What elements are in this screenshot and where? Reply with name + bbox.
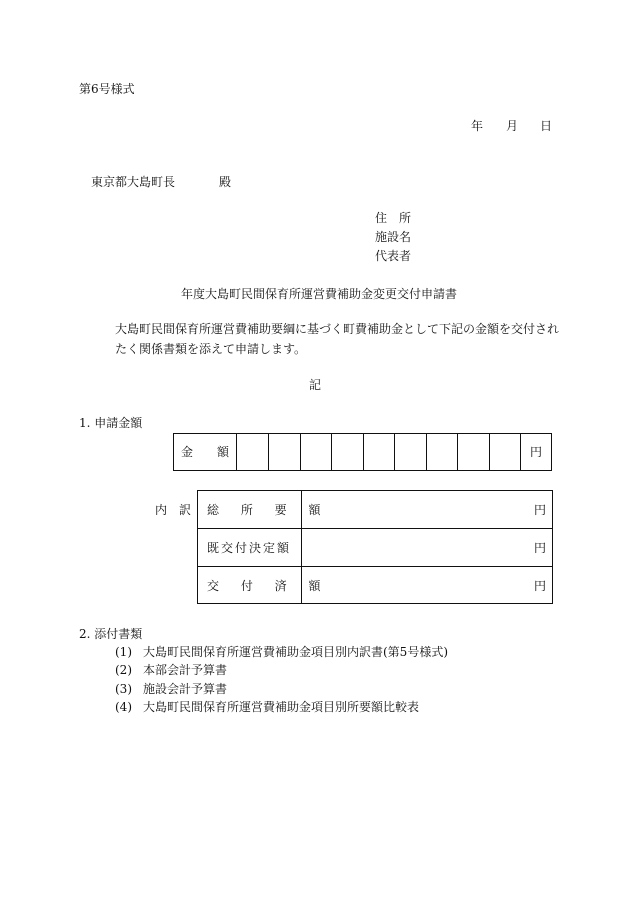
- body-line-1: 大島町民間保育所運営費補助要綱に基づく町費補助金として下記の金額を交付され: [115, 322, 560, 336]
- breakdown-row-label: 総 所 要 額: [207, 503, 330, 517]
- amount-table: [173, 433, 552, 471]
- breakdown-row-label: 交 付 済 額: [207, 579, 330, 593]
- breakdown-row-yen: 円: [534, 541, 547, 555]
- attachment-item-text: 大島町民間保育所運営費補助金項目別所要額比較表: [143, 700, 420, 714]
- applicant-representative-label: 代表者: [375, 249, 412, 263]
- breakdown-row-yen: 円: [534, 503, 547, 517]
- breakdown-row-yen: 円: [534, 579, 547, 593]
- document-title: 年度大島町民間保育所運営費補助金変更交付申請書: [181, 287, 458, 301]
- date-year-label: 年: [471, 119, 484, 133]
- addressee-name: 東京都大島町長: [91, 175, 176, 189]
- applicant-address-label: 住 所: [375, 211, 412, 225]
- form-number: 第6号様式: [79, 82, 135, 96]
- attachment-item-number: (1): [115, 645, 132, 659]
- breakdown-row-label: 既交付決定額: [207, 541, 292, 555]
- addressee-honorific: 殿: [219, 175, 232, 189]
- attachment-item-number: (4): [115, 700, 132, 714]
- section1-heading: 1. 申請金額: [79, 416, 143, 430]
- date-day-label: 日: [540, 119, 553, 133]
- breakdown-table: [197, 490, 553, 604]
- amount-label: 金 額: [181, 445, 230, 459]
- body-line-2: たく関係書類を添えて申請します。: [115, 342, 307, 356]
- attachment-item-text: 本部会計予算書: [143, 663, 228, 677]
- amount-yen: 円: [530, 445, 543, 459]
- section2-heading: 2. 添付書類: [79, 627, 143, 641]
- attachment-item-number: (3): [115, 682, 132, 696]
- ki-heading: 記: [309, 378, 322, 392]
- attachment-item-text: 施設会計予算書: [143, 682, 228, 696]
- breakdown-label: 内 訳: [155, 503, 192, 517]
- applicant-facility-label: 施設名: [375, 230, 412, 244]
- date-month-label: 月: [506, 119, 519, 133]
- attachment-item-number: (2): [115, 663, 132, 677]
- attachment-item-text: 大島町民間保育所運営費補助金項目別内訳書(第5号様式): [143, 645, 449, 659]
